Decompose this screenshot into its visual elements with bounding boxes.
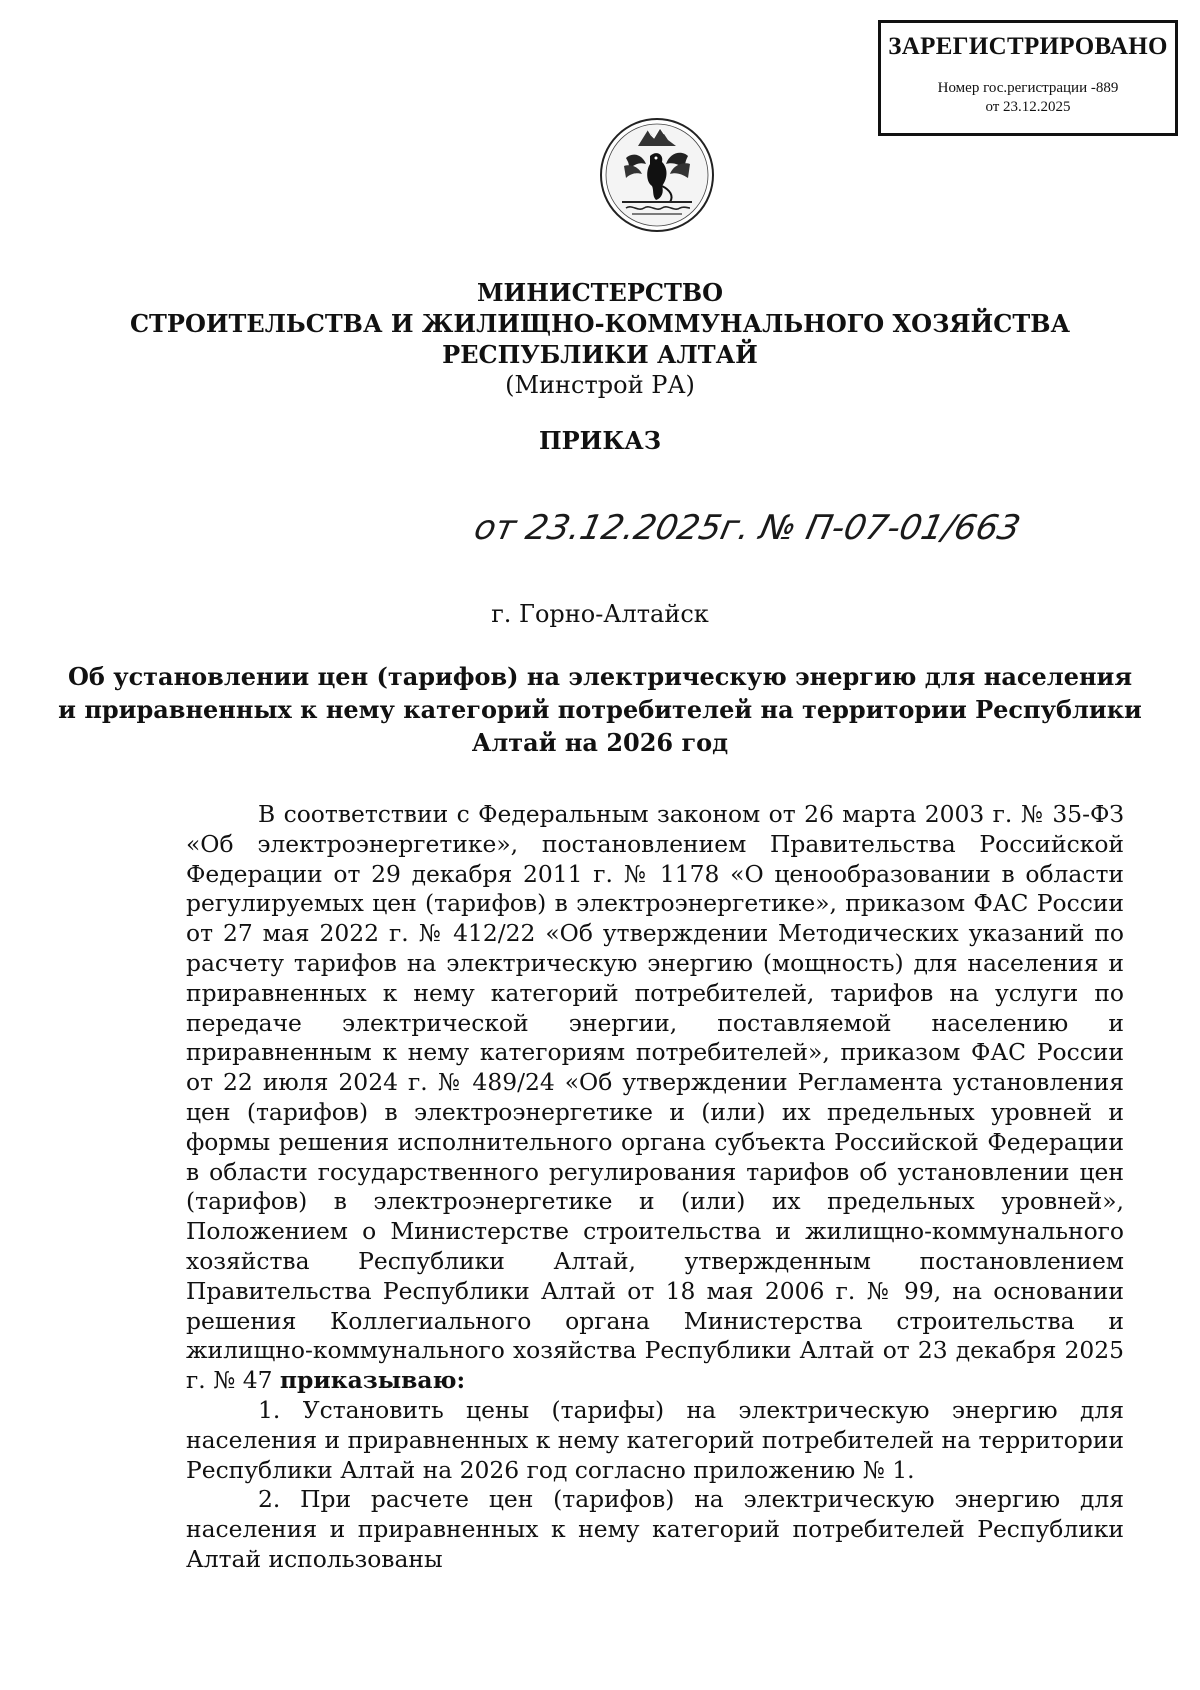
ministry-line-2: СТРОИТЕЛЬСТВА И ЖИЛИЩНО-КОММУНАЛЬНОГО ХОЗЯЙСТВА bbox=[129, 309, 1071, 338]
subject-line-1: Об установлении цен (тарифов) на электрическую энергию для населения bbox=[67, 662, 1133, 691]
order-subject bbox=[0, 660, 1200, 759]
ministry-line-1: МИНИСТЕРСТВО bbox=[476, 278, 724, 307]
handwritten-order-date-number bbox=[470, 495, 1024, 555]
registration-stamp bbox=[878, 20, 1178, 136]
item-1: 1. Установить цены (тарифы) на электрическую энергию для населения и приравненных к нему категорий потребителей на территории Республики Алтай на 2026 год согласно приложению № 1. bbox=[186, 1395, 1124, 1484]
ministry-name bbox=[0, 277, 1200, 370]
ministry-line-3: РЕСПУБЛИКИ АЛТАЙ bbox=[442, 340, 758, 369]
stamp-registration-date: от 23.12.2025 bbox=[985, 99, 1071, 115]
stamp-registration-number: Номер гос.регистрации -889 bbox=[937, 80, 1119, 96]
item-2: 2. При расчете цен (тарифов) на электрическую энергию для населения и приравненных к нему категорий потребителей Республики Алтай использованы bbox=[186, 1485, 1124, 1573]
subject-line-3: Алтай на 2026 год bbox=[471, 728, 729, 757]
city: г. Горно-Алтайск bbox=[491, 600, 709, 628]
coat-of-arms-icon bbox=[598, 116, 716, 234]
handwritten-text: от 23.12.2025г. № П-07-01/663 bbox=[470, 508, 1024, 548]
decree-word: приказываю: bbox=[279, 1366, 466, 1395]
preamble-text: В соответствии с Федеральным законом от 26 марта 2003 г. № 35-ФЗ «Об электроэнергетике», постановлением Правительства Российской Федерации от 29 декабря 2011 г. № 1178 «О ценообразовании в области регулируемых цен (тарифов) в электроэнергетике», приказом ФАС России от 27 мая 2022 г. № 412/22 «Об утверждении Методических указаний по расчету тарифов на электрическую энергию (мощность) для населения и приравненных к нему категорий потребителей, тарифов на услуги по передаче электрической энергии, поставляемой населению и приравненным к нему категориям потребителей», приказом ФАС России от 22 июля 2024 г. № 489/24 «Об утверждении Регламента установления цен (тарифов) в электроэнергетике и (или) их предельных уровней и формы решения исполнительного органа субъекта Российской Федерации в области государственного регулирования тарифов об установлении цен (тарифов) в электроэнергетике и (или) их предельных уровней», Положением о Министерстве строительства и жилищно-коммунального хозяйства Республики Алтай, утвержденным постановлением Правительства Республики Алтай от 18 мая 2006 г. № 99, на основании решения Коллегиального органа Министерства строительства и жилищно-коммунального хозяйства Республики Алтай от 23 декабря 2025 г. № 47 bbox=[186, 800, 1124, 1395]
preamble-paragraph bbox=[186, 800, 1124, 1396]
stamp-title: ЗАРЕГИСТРИРОВАНО bbox=[888, 33, 1168, 60]
ministry-abbreviation: (Минстрой РА) bbox=[505, 371, 695, 399]
subject-line-2: и приравненных к нему категорий потребителей на территории Республики bbox=[58, 695, 1142, 724]
order-body bbox=[186, 800, 1124, 1575]
document-type: ПРИКАЗ bbox=[538, 426, 662, 455]
